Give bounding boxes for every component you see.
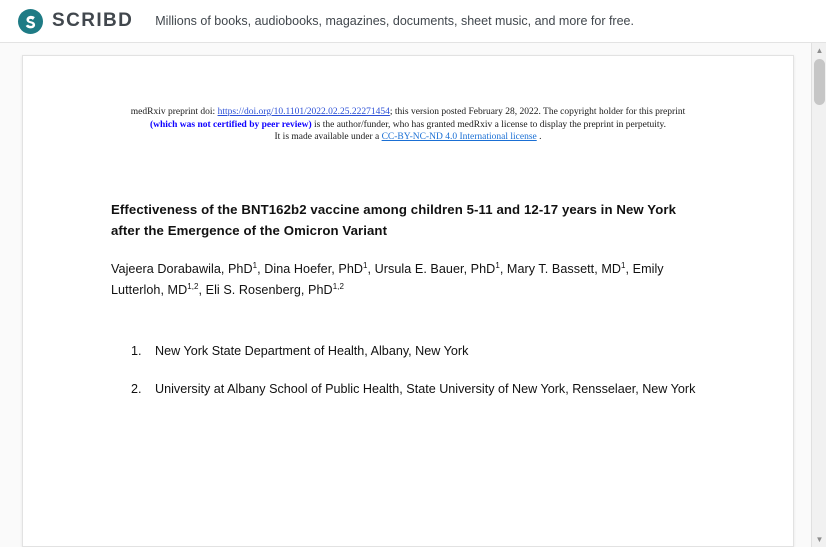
license-prefix: It is made available under a [274,132,380,143]
peer-review-warning: (which was not certified by peer review) [149,119,312,130]
scrollbar-thumb[interactable] [814,59,825,105]
preprint-doi-label: medRxiv preprint doi: [130,107,216,117]
top-bar [0,0,826,43]
preprint-notice-line-1 [43,106,773,119]
chevron-up-icon[interactable]: ▲ [815,45,824,55]
preprint-notice-line-2 [43,119,773,132]
license-link[interactable]: CC-BY-NC-ND 4.0 International license [381,132,537,143]
paper-authors: Vajeera Dorabawila, PhD$^1$, Dina Hoefer, PhD$^1$, Ursula E. Bauer, PhD$^1$, Mary T. Bassett, $MD^1$, Emily Lutterloh, MD$^{1,2}$, Eli S. Rosenberg, PhD$^{1,2}$ [111,260,664,298]
vertical-scrollbar[interactable] [811,43,826,547]
list-item: University at Albany School of Public Health, State University of New York, Rensselaer, New York [155,382,696,397]
brand-name: SCRIBD [52,10,134,31]
preprint-posted-text: ; this version posted February 28, 2022. The copyright holder for this preprint [389,107,686,117]
license-suffix: . [539,132,542,143]
paper-title: Effectiveness of the BNT162b2 vaccine among children 5-11 and 12-17 years in New York after the Emergence of the Omicron Variant [111,201,677,239]
preprint-notice-line-3 [43,131,773,144]
chevron-down-icon[interactable]: ▼ [815,534,824,544]
license-grant-text: is the author/funder, who has granted medRxiv a license to display the preprint in perpetuity. [311,119,667,130]
preprint-doi-link[interactable]: https://doi.org/10.1101/2022.02.25.22271454 [217,107,390,117]
list-item: New York State Department of Health, Albany, New York [155,343,469,358]
scribd-logo[interactable] [18,9,133,34]
preprint-notice [23,106,793,144]
affiliations-list [111,343,707,399]
document-viewer [0,43,826,547]
tagline: Millions of books, audiobooks, magazines, documents, sheet music, and more for free. [155,14,634,28]
document-body [23,199,793,399]
scribd-s-icon [18,9,43,34]
document-page [22,55,794,547]
